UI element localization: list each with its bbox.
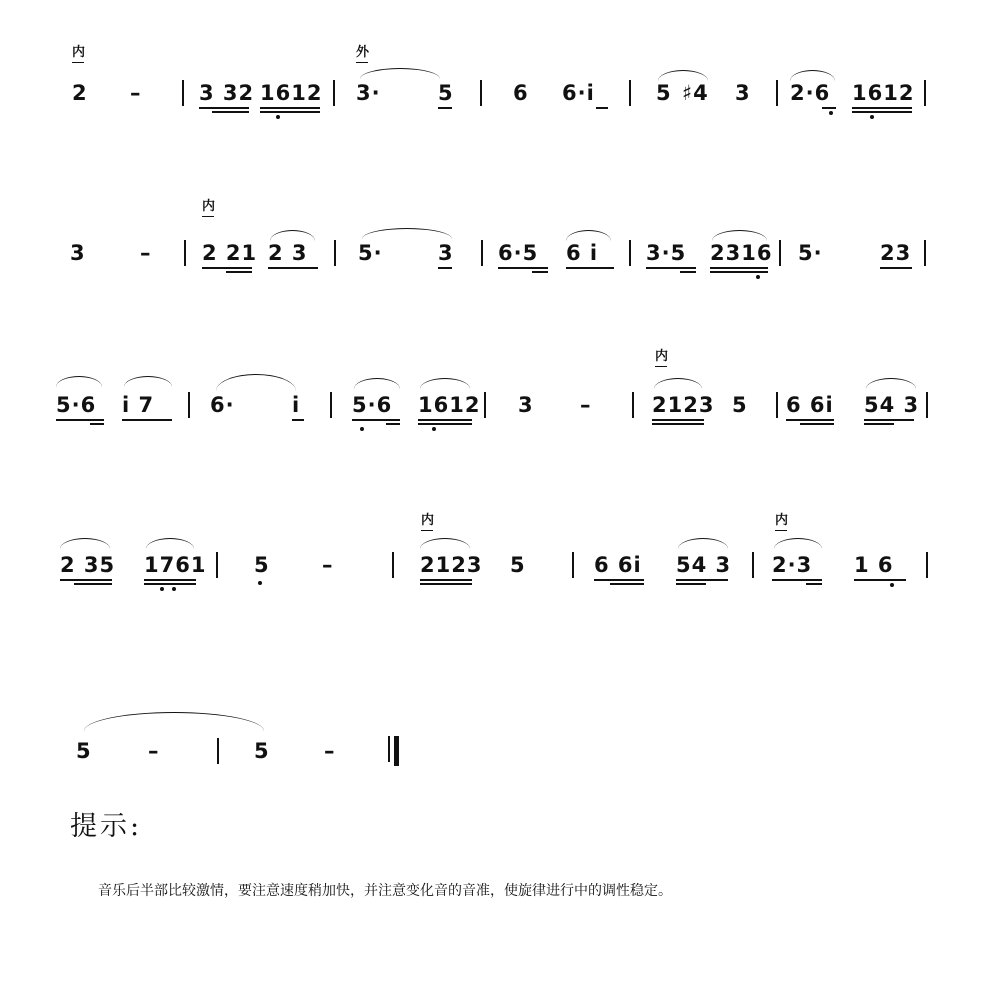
underline <box>352 419 400 421</box>
underline <box>772 579 822 581</box>
barline <box>779 240 781 266</box>
barline <box>333 80 335 106</box>
barline <box>481 240 483 266</box>
slur <box>360 68 440 79</box>
underline <box>822 107 836 109</box>
barline <box>632 392 634 418</box>
note: 3 <box>735 81 751 105</box>
note: 5 <box>76 739 92 763</box>
slur <box>146 538 194 549</box>
tip-body: 音乐后半部比较激情，要注意速度稍加快，并注意变化音的音准，使旋律进行中的调性稳定。 <box>98 883 672 899</box>
slur <box>866 378 916 389</box>
note-group: 2 35 <box>60 553 116 577</box>
mark-nei: 内 <box>655 350 668 367</box>
dash: – <box>148 739 160 763</box>
underline <box>610 583 644 585</box>
dash: – <box>130 81 142 105</box>
note: 5· <box>358 241 383 265</box>
underline <box>144 579 196 581</box>
underline <box>880 267 912 269</box>
note-group: 2123 <box>652 393 715 417</box>
underline <box>710 271 768 273</box>
octave-dot <box>829 111 833 115</box>
slur <box>362 228 452 239</box>
note-group: 2 21 <box>202 241 258 265</box>
barline <box>924 240 926 266</box>
underline <box>786 419 834 421</box>
underline <box>676 583 706 585</box>
barline <box>217 738 219 764</box>
underline <box>710 267 768 269</box>
note-group: 5·6 <box>352 393 393 417</box>
octave-dot <box>276 115 280 119</box>
octave-dot <box>890 583 894 587</box>
underline <box>260 107 320 109</box>
note-group: 54 3 <box>864 393 920 417</box>
octave-dot <box>172 587 176 591</box>
note-group: 1612 <box>418 393 481 417</box>
underline <box>566 267 614 269</box>
slur <box>56 376 102 387</box>
underline <box>646 267 696 269</box>
underline <box>418 423 472 425</box>
underline <box>532 271 548 273</box>
barline <box>752 552 754 578</box>
note: 6· <box>210 393 235 417</box>
underline <box>199 107 249 109</box>
barline <box>480 80 482 106</box>
note: i <box>292 393 301 417</box>
barline <box>926 552 928 578</box>
tip-title: 提示: <box>70 811 143 842</box>
note: 5 <box>254 553 270 577</box>
underline <box>594 579 644 581</box>
note-group: 2316 <box>710 241 773 265</box>
note: ♯4 <box>682 81 709 105</box>
barline <box>188 392 190 418</box>
underline <box>74 583 112 585</box>
barline <box>924 80 926 106</box>
underline <box>56 419 104 421</box>
underline <box>386 423 400 425</box>
note-group: 54 3 <box>676 553 732 577</box>
underline <box>268 267 318 269</box>
underline <box>806 583 822 585</box>
underline <box>800 423 834 425</box>
note-group: 3 32 <box>199 81 255 105</box>
octave-dot <box>160 587 164 591</box>
note: 5 <box>656 81 672 105</box>
octave-dot <box>360 427 364 431</box>
mark-nei: 内 <box>421 514 434 531</box>
dash: – <box>324 739 336 763</box>
underline <box>260 111 320 113</box>
slur <box>774 538 822 549</box>
octave-dot <box>432 427 436 431</box>
underline <box>420 583 472 585</box>
note: 6 <box>513 81 529 105</box>
slur <box>420 378 470 389</box>
barline <box>629 80 631 106</box>
note: 5 <box>254 739 270 763</box>
slur <box>658 70 708 81</box>
final-barline-thick <box>394 736 399 766</box>
barline <box>216 552 218 578</box>
mark-nei: 内 <box>202 200 215 217</box>
underline <box>852 111 912 113</box>
final-barline-thin <box>388 736 390 762</box>
slur <box>678 538 728 549</box>
note-group: 2123 <box>420 553 483 577</box>
underline <box>292 419 304 421</box>
underline <box>864 419 914 421</box>
note-group: 3·5 <box>646 241 687 265</box>
underline <box>438 107 452 109</box>
note: 3 <box>70 241 86 265</box>
underline <box>202 267 252 269</box>
note: 5 <box>438 81 454 105</box>
note: 6·i <box>562 81 595 105</box>
slur <box>654 378 702 389</box>
note-group: 1612 <box>852 81 915 105</box>
note-group: 6 i <box>566 241 599 265</box>
underline <box>212 111 249 113</box>
note-group: 1 6 <box>854 553 894 577</box>
barline <box>629 240 631 266</box>
slur <box>84 712 264 731</box>
slur <box>60 538 110 549</box>
slur <box>712 230 767 241</box>
underline <box>418 419 472 421</box>
underline <box>498 267 548 269</box>
slur <box>124 376 172 387</box>
note-group: 1612 <box>260 81 323 105</box>
underline <box>652 419 704 421</box>
mark-wai: 外 <box>356 46 369 63</box>
note-group: 1761 <box>144 553 207 577</box>
barline <box>776 80 778 106</box>
mark-nei: 内 <box>72 46 85 63</box>
note: 5 <box>732 393 748 417</box>
note-group: 6 6i <box>786 393 834 417</box>
note: 3· <box>356 81 381 105</box>
note: 2·6 <box>790 81 831 105</box>
barline <box>182 80 184 106</box>
note: 2 <box>72 81 88 105</box>
dash: – <box>140 241 152 265</box>
slur <box>420 538 470 549</box>
note-group: 2·3 <box>772 553 813 577</box>
underline <box>144 583 196 585</box>
dash: – <box>580 393 592 417</box>
note-group: 6 6i <box>594 553 642 577</box>
slur <box>790 70 835 81</box>
octave-dot <box>870 115 874 119</box>
note-group: 6·5 <box>498 241 539 265</box>
note-group: 5·6 <box>56 393 97 417</box>
underline <box>122 419 172 421</box>
barline <box>926 392 928 418</box>
note-group: 23 <box>880 241 912 265</box>
note-group: 2 3 <box>268 241 308 265</box>
note-group: i 7 <box>122 393 155 417</box>
underline <box>852 107 912 109</box>
underline <box>596 107 608 109</box>
underline <box>864 423 894 425</box>
underline <box>420 579 472 581</box>
underline <box>60 579 112 581</box>
slur <box>270 230 315 241</box>
barline <box>184 240 186 266</box>
underline <box>676 579 728 581</box>
underline <box>438 267 452 269</box>
slur <box>566 230 611 241</box>
underline <box>226 271 252 273</box>
mark-nei: 内 <box>775 514 788 531</box>
barline <box>776 392 778 418</box>
underline <box>90 423 104 425</box>
note: 3 <box>438 241 454 265</box>
underline <box>680 271 696 273</box>
barline <box>572 552 574 578</box>
barline <box>392 552 394 578</box>
underline <box>854 579 906 581</box>
dash: – <box>322 553 334 577</box>
note: 3 <box>518 393 534 417</box>
note: 5· <box>798 241 823 265</box>
barline <box>484 392 486 418</box>
note: 5 <box>510 553 526 577</box>
barline <box>330 392 332 418</box>
underline <box>652 423 704 425</box>
slur <box>216 374 296 391</box>
barline <box>334 240 336 266</box>
slur <box>354 378 400 389</box>
octave-dot <box>258 581 262 585</box>
octave-dot <box>756 275 760 279</box>
